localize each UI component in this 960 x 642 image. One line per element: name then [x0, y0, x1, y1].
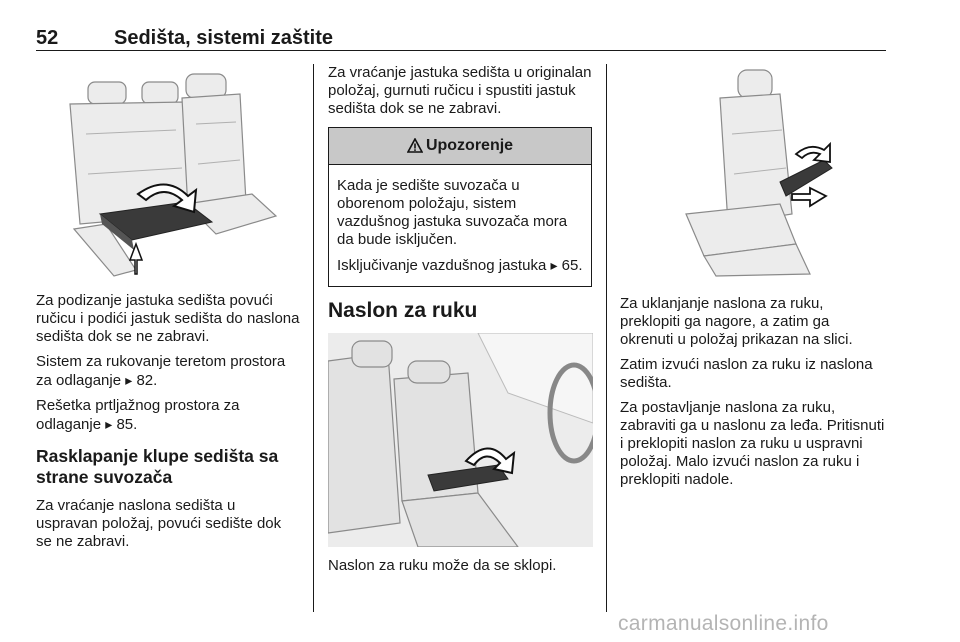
armrest-removal-figure [620, 64, 886, 289]
figure-caption-armrest: Naslon za ruku može da se sklopi. [328, 557, 557, 574]
page-ref-link[interactable]: 82. [136, 372, 158, 389]
warning-box [328, 127, 592, 287]
page-ref-link[interactable]: 65. [561, 257, 583, 274]
section-heading-armrest: Naslon za ruku [328, 299, 478, 322]
page-ref-icon: ▸ [550, 257, 558, 273]
subheading-passenger-bench: Rasklapanje klupe sedišta sa strane suvozača [36, 446, 279, 487]
warning-title: Upozorenje [425, 137, 514, 154]
warning-icon [407, 138, 423, 154]
page-header [36, 10, 886, 50]
paragraph-remove-armrest: Za uklanjanje naslona za ruku, preklopiti ga nagore, a zatim ga okrenuti u položaj prikazan na slici. [620, 295, 853, 348]
page-number: 52 [36, 27, 59, 49]
page-ref-icon: ▸ [105, 416, 113, 432]
warning-paragraph-airbag: Kada je sedište suvozača u oborenom položaju, sistem vazdušnog jastuka suvozača mora da bude isključen. [337, 177, 568, 248]
warning-header [329, 128, 591, 165]
header-rule [36, 50, 886, 51]
paragraph-luggage-net: Rešetka prtljažnog prostora za odlaganje ▸ 85. [36, 397, 240, 433]
bench-seat-cushion-figure [36, 64, 301, 282]
column-left [36, 64, 301, 558]
paragraph-pull-out-armrest: Zatim izvući naslon za ruku iz naslona sedišta. [620, 356, 873, 391]
column-divider-right [606, 64, 607, 612]
watermark: carmanualsonline.info [618, 612, 829, 635]
warning-paragraph-airbag-ref: Isključivanje vazdušnog jastuka ▸ 65. [337, 257, 583, 274]
armrest-figure [328, 333, 593, 547]
column-divider-left [313, 64, 314, 612]
column-right [620, 64, 886, 496]
paragraph-return-backrest: Za vraćanje naslona sedišta u uspravan položaj, povući sedište dok se ne zabravi. [36, 497, 282, 550]
page-ref-link[interactable]: 85. [116, 416, 138, 433]
paragraph-return-cushion: Za vraćanje jastuka sedišta u originalan položaj, gurnuti ručicu i spustiti jastuk sedišta dok se ne zabravi. [328, 64, 592, 117]
page-ref-icon: ▸ [125, 372, 133, 388]
column-middle [328, 64, 593, 582]
paragraph-install-armrest: Za postavljanje naslona za ruku, zabraviti ga u naslonu za leđa. Pritisnuti i preklopiti naslon za ruku u uspravni položaj. Malo izvući naslon za ruku i preklopiti nadole. [620, 399, 885, 488]
paragraph-lift-cushion: Za podizanje jastuka sedišta povući ručicu i podići jastuk sedišta do naslona sedišta dok se ne zabravi. [36, 292, 300, 345]
page-title: Sedišta, sistemi zaštite [114, 27, 333, 49]
paragraph-cargo-system: Sistem za rukovanje teretom prostora za odlaganje ▸ 82. [36, 353, 286, 389]
